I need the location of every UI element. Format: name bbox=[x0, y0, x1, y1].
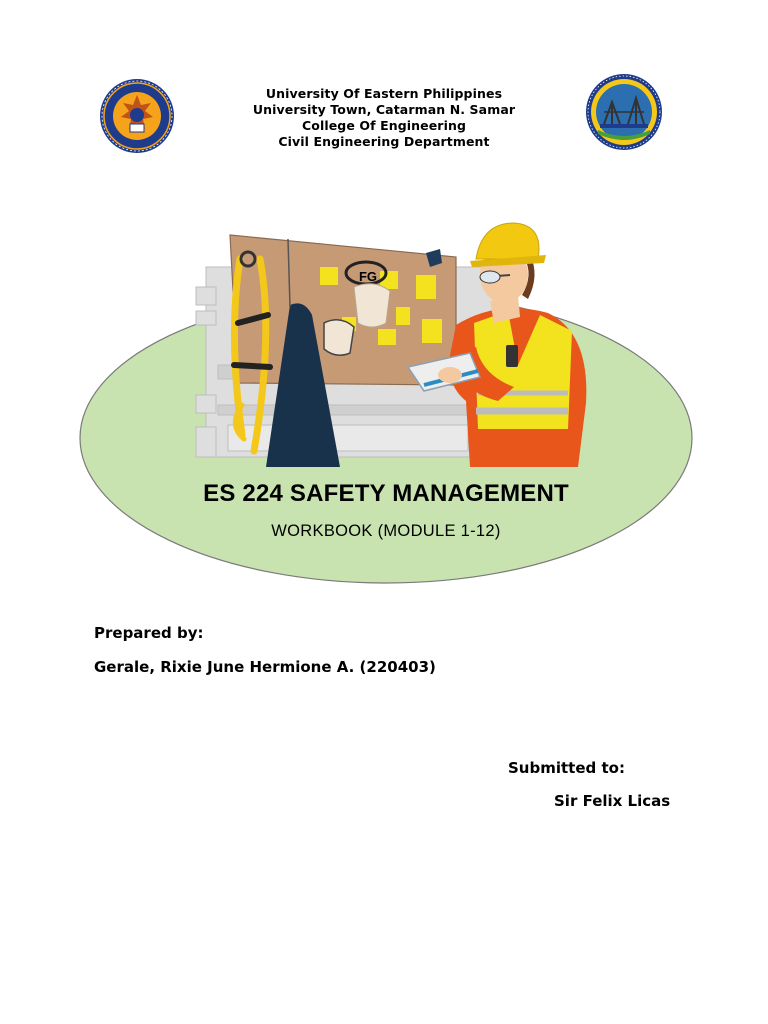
engineering-seal-icon bbox=[584, 72, 664, 152]
institution-header bbox=[200, 86, 568, 150]
university-name: University Of Eastern Philippines bbox=[265, 86, 503, 101]
course-subtitle: WORKBOOK (MODULE 1-12) bbox=[271, 522, 501, 540]
submitted-to-name: Sir Felix Licas bbox=[554, 792, 671, 810]
college-name: College Of Engineering bbox=[301, 118, 467, 133]
university-seal-icon bbox=[97, 77, 177, 155]
prepared-by-name: Gerale, Rixie June Hermione A. (220403) bbox=[94, 658, 436, 676]
submitted-to-label: Submitted to: bbox=[508, 759, 625, 777]
course-title: ES 224 SAFETY MANAGEMENT bbox=[203, 480, 569, 507]
department-name: Civil Engineering Department bbox=[278, 134, 490, 149]
prepared-by-label: Prepared by: bbox=[94, 624, 204, 642]
university-address: University Town, Catarman N. Samar bbox=[252, 102, 516, 117]
board-tag-label: FG bbox=[358, 269, 378, 284]
